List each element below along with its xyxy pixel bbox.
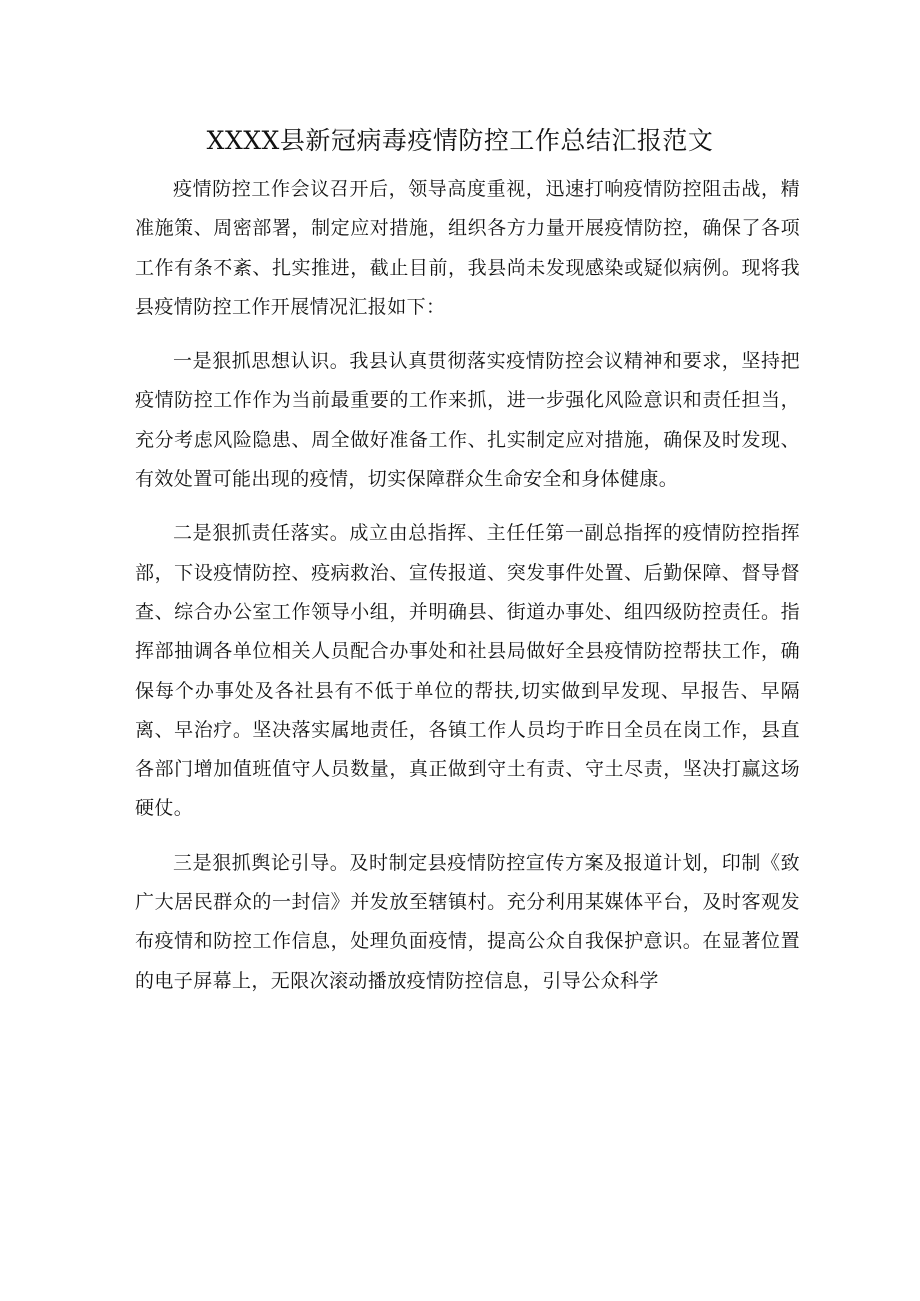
paragraph-thought-awareness: 一是狠抓思想认识。我县认真贯彻落实疫情防控会议精神和要求，坚持把疫情防控工作作为当前最重要的工作来抓，进一步强化风险意识和责任担当，充分考虑风险隐患、周全做好准备工作、扎实制定应对措施，确保及时发现、有效处置可能出现的疫情，切实保障群众生命安全和身体健康。 <box>135 350 800 491</box>
paragraph-intro: 疫情防控工作会议召开后，领导高度重视，迅速打响疫情防控阻击战，精准施策、周密部署，制定应对措施，组织各方力量开展疫情防控，确保了各项工作有条不紊、扎实推进，截止目前，我县尚未发现感染或疑似病例。现将我县疫情防控工作开展情况汇报如下： <box>135 178 800 318</box>
document-title: XXXX县新冠病毒疫情防控工作总结汇报范文 <box>206 126 714 155</box>
paragraph-responsibility: 二是狠抓责任落实。成立由总指挥、主任任第一副总指挥的疫情防控指挥部，下设疫情防控、疫病救治、宣传报道、突发事件处置、后勤保障、督导督查、综合办公室工作领导小组，并明确县、街道办事处、组四级防控责任。指挥部抽调各单位相关人员配合办事处和社县局做好全县疫情防控帮扶工作，确保每个办事处及各社县有不低于单位的帮扶,切实做到早发现、早报告、早隔离、早治疗。坚决落实属地责任，各镇工作人员均于昨日全员在岗工作，县直各部门增加值班值守人员数量，真正做到守土有责、守土尽责，坚决打赢这场硬仗。 <box>135 522 800 820</box>
paragraph-public-opinion: 三是狠抓舆论引导。及时制定县疫情防控宣传方案及报道计划，印制《致广大居民群众的一封信》并发放至辖镇村。充分利用某媒体平台，及时客观发布疫情和防控工作信息，处理负面疫情，提高公众自我保护意识。在显著位置的电子屏幕上，无限次滚动播放疫情防控信息，引导公众科学 <box>135 851 800 992</box>
document-body <box>135 170 800 1001</box>
